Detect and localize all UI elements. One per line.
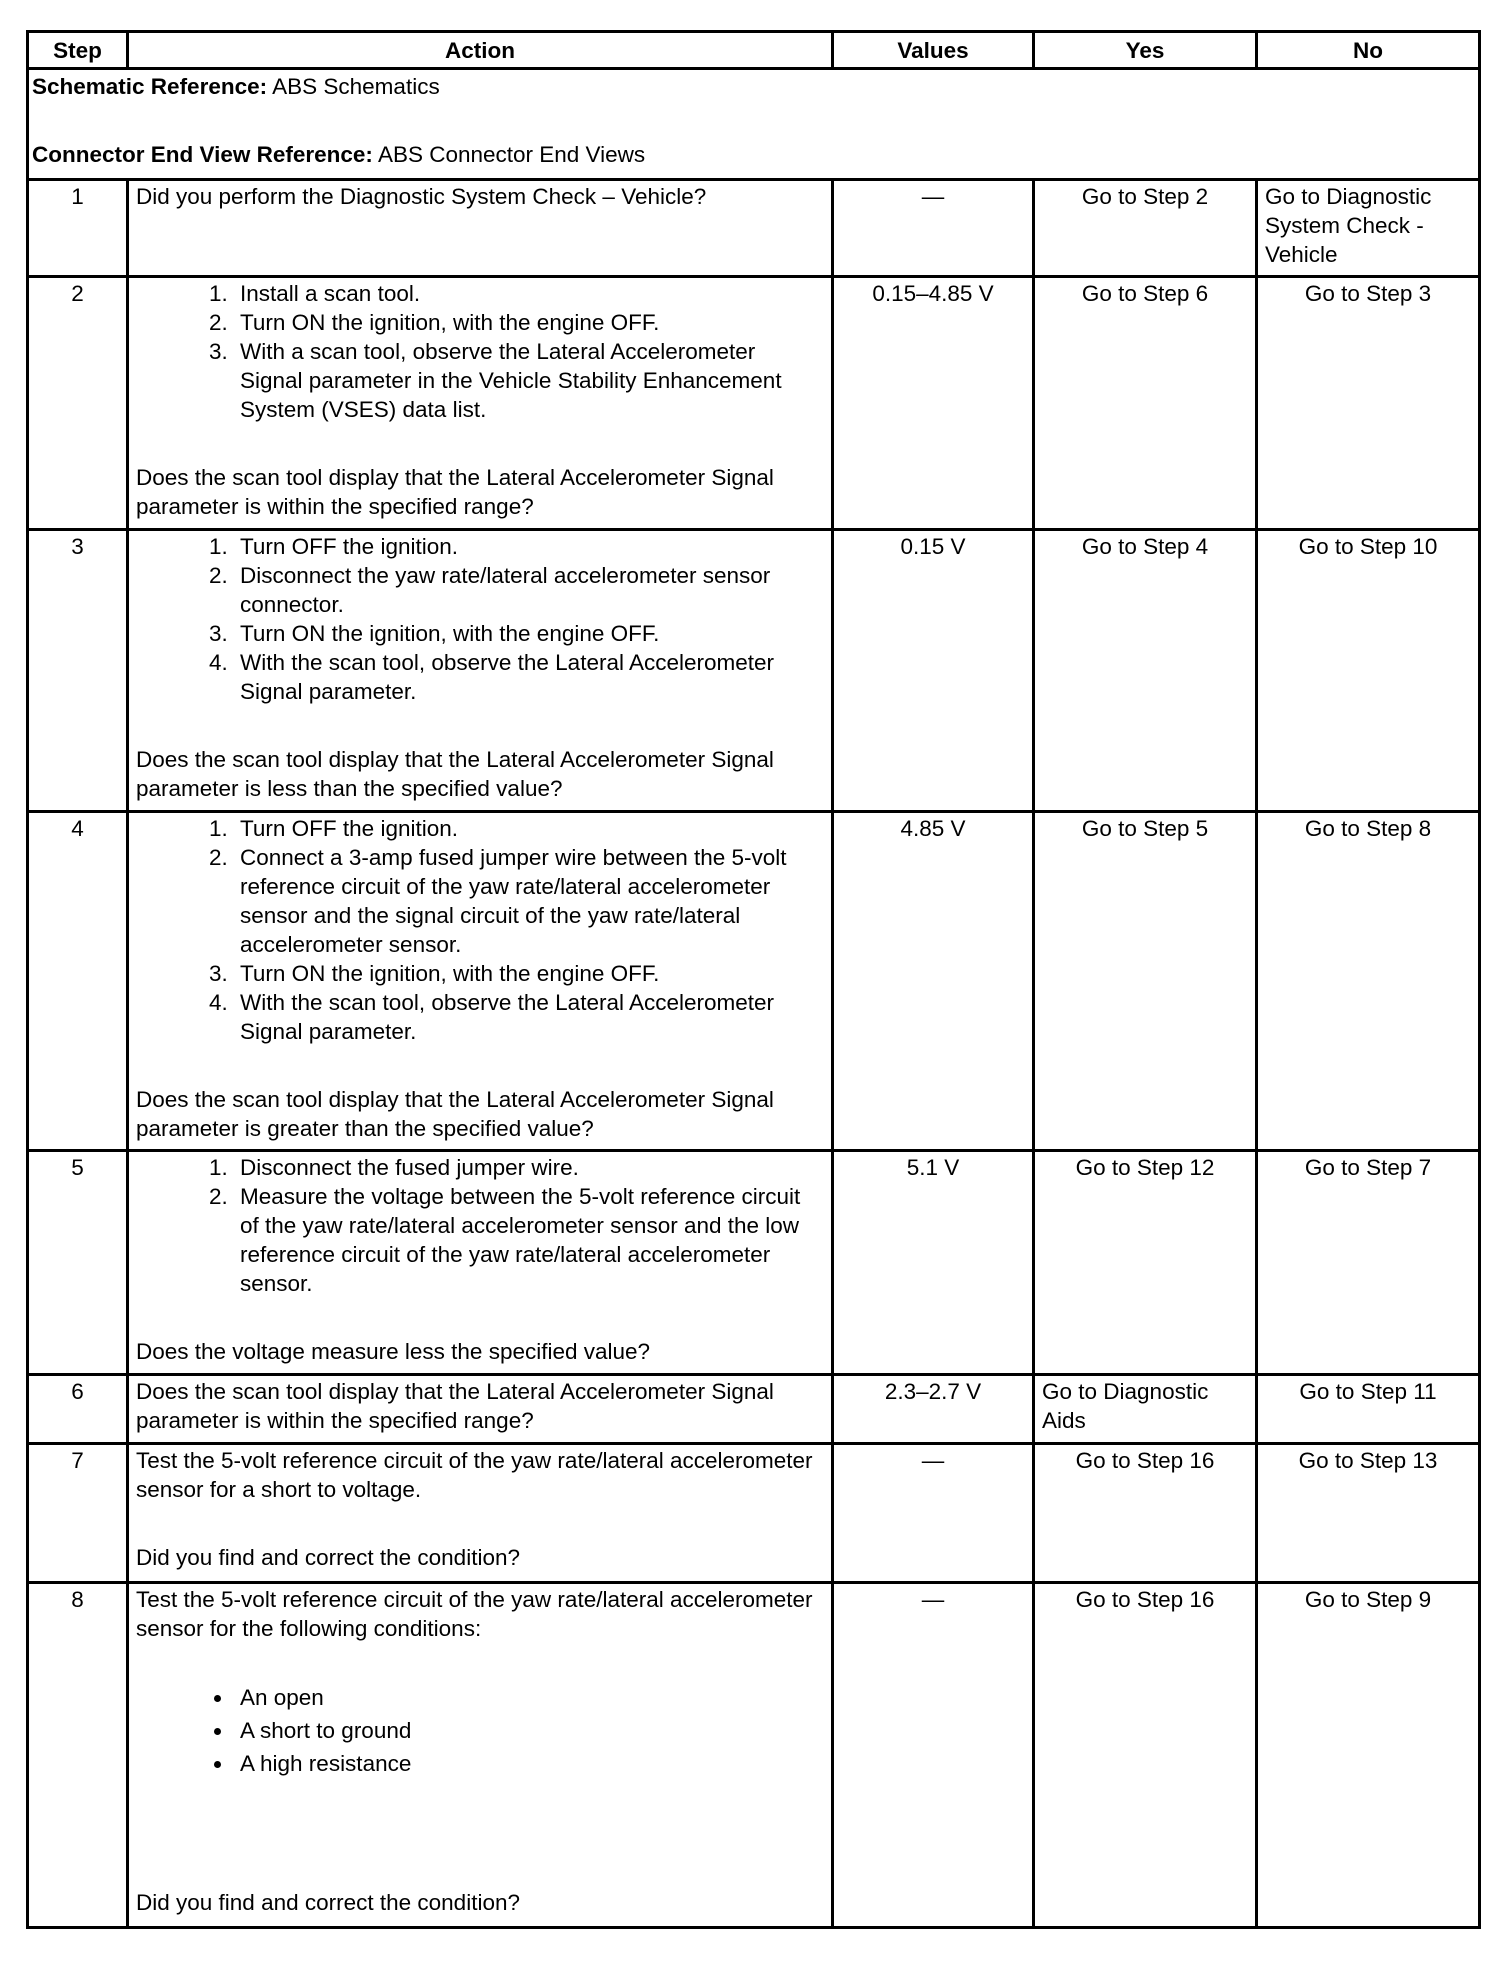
no-link[interactable]: Go to Step 7 bbox=[1257, 1151, 1480, 1375]
yes-link[interactable]: Go to Step 16 bbox=[1034, 1444, 1257, 1583]
value-cell: — bbox=[833, 1583, 1034, 1928]
yes-link[interactable]: Go to Step 6 bbox=[1034, 277, 1257, 530]
action-question: Did you perform the Diagnostic System Check – Vehicle? bbox=[136, 184, 707, 209]
value-cell: — bbox=[833, 180, 1034, 277]
action-cell bbox=[128, 1151, 833, 1375]
diagnostic-table-page bbox=[26, 30, 1478, 1929]
action-cell bbox=[128, 812, 833, 1151]
table-row-step-2 bbox=[28, 277, 1480, 530]
action-step-item: 1. Disconnect the fused jumper wire. bbox=[234, 1153, 824, 1182]
value-cell: 0.15–4.85 V bbox=[833, 277, 1034, 530]
action-step-item: 3. With a scan tool, observe the Lateral Accelerometer Signal parameter in the Vehicle Stability Enhancement System (VSES) data list. bbox=[234, 337, 824, 424]
header-action: Action bbox=[128, 32, 833, 69]
action-question: Does the scan tool display that the Lateral Accelerometer Signal parameter is within the specified range? bbox=[136, 1379, 774, 1433]
value-cell: 4.85 V bbox=[833, 812, 1034, 1151]
action-step-item: 3. Turn ON the ignition, with the engine OFF. bbox=[234, 619, 824, 648]
step-number: 1 bbox=[28, 180, 128, 277]
step-number: 6 bbox=[28, 1375, 128, 1444]
action-step-item: 2. Turn ON the ignition, with the engine OFF. bbox=[234, 308, 824, 337]
action-steps-list bbox=[136, 279, 824, 424]
action-cell bbox=[128, 1375, 833, 1444]
yes-link[interactable]: Go to Step 12 bbox=[1034, 1151, 1257, 1375]
action-step-item: 3. Turn ON the ignition, with the engine OFF. bbox=[234, 959, 824, 988]
no-link[interactable]: Go to Step 8 bbox=[1257, 812, 1480, 1151]
table-row-step-6 bbox=[28, 1375, 1480, 1444]
action-step-item: 2. Measure the voltage between the 5-volt reference circuit of the yaw rate/lateral accelerometer sensor and the low reference circuit of the yaw rate/lateral accelerometer sensor. bbox=[234, 1182, 824, 1298]
no-link[interactable]: Go to Step 9 bbox=[1257, 1583, 1480, 1928]
action-cell bbox=[128, 180, 833, 277]
step-number: 2 bbox=[28, 277, 128, 530]
condition-item: • An open bbox=[234, 1681, 824, 1714]
header-yes: Yes bbox=[1034, 32, 1257, 69]
connector-reference bbox=[32, 140, 1475, 169]
yes-link[interactable]: Go to Step 4 bbox=[1034, 530, 1257, 812]
yes-link[interactable]: Go to Step 5 bbox=[1034, 812, 1257, 1151]
step-number: 3 bbox=[28, 530, 128, 812]
table-row-step-7 bbox=[28, 1444, 1480, 1583]
table-row-step-3 bbox=[28, 530, 1480, 812]
table-row-step-4 bbox=[28, 812, 1480, 1151]
header-no: No bbox=[1257, 32, 1480, 69]
table-row-step-1 bbox=[28, 180, 1480, 277]
yes-link[interactable]: Go to Diagnostic Aids bbox=[1034, 1375, 1257, 1444]
connector-reference-label: Connector End View Reference: bbox=[32, 142, 373, 167]
schematic-reference-link[interactable]: ABS Schematics bbox=[272, 74, 440, 99]
action-step-item: 4. With the scan tool, observe the Lateral Accelerometer Signal parameter. bbox=[234, 648, 824, 706]
yes-link[interactable]: Go to Step 16 bbox=[1034, 1583, 1257, 1928]
no-link[interactable]: Go to Step 10 bbox=[1257, 530, 1480, 812]
no-link[interactable]: Go to Diagnostic System Check - Vehicle bbox=[1257, 180, 1480, 277]
table-row-step-8 bbox=[28, 1583, 1480, 1928]
action-step-item: 1. Install a scan tool. bbox=[234, 279, 824, 308]
action-cell bbox=[128, 530, 833, 812]
action-step-item: 4. With the scan tool, observe the Lateral Accelerometer Signal parameter. bbox=[234, 988, 824, 1046]
step-number: 8 bbox=[28, 1583, 128, 1928]
condition-item: • A high resistance bbox=[234, 1747, 824, 1780]
no-link[interactable]: Go to Step 3 bbox=[1257, 277, 1480, 530]
action-cell bbox=[128, 1583, 833, 1928]
action-question: Does the voltage measure less the specified value? bbox=[136, 1339, 651, 1364]
value-cell: — bbox=[833, 1444, 1034, 1583]
action-question: Does the scan tool display that the Lateral Accelerometer Signal parameter is less than the specified value? bbox=[136, 747, 774, 801]
action-step-item: 1. Turn OFF the ignition. bbox=[234, 814, 824, 843]
value-cell: 2.3–2.7 V bbox=[833, 1375, 1034, 1444]
step-number: 7 bbox=[28, 1444, 128, 1583]
header-row bbox=[28, 32, 1480, 69]
reference-cell bbox=[28, 69, 1480, 180]
condition-bullet-list bbox=[136, 1681, 824, 1780]
condition-item: • A short to ground bbox=[234, 1714, 824, 1747]
action-step-item: 2. Connect a 3-amp fused jumper wire between the 5-volt reference circuit of the yaw rate/lateral accelerometer sensor and the signal circuit of the yaw rate/lateral accelerometer sensor. bbox=[234, 843, 824, 959]
header-step: Step bbox=[28, 32, 128, 69]
action-question: Did you find and correct the condition? bbox=[136, 1890, 520, 1915]
action-steps-list bbox=[136, 814, 824, 1046]
yes-link[interactable]: Go to Step 2 bbox=[1034, 180, 1257, 277]
action-question: Did you find and correct the condition? bbox=[136, 1545, 520, 1570]
schematic-reference-label: Schematic Reference: bbox=[32, 74, 268, 99]
action-question: Does the scan tool display that the Lateral Accelerometer Signal parameter is within the specified range? bbox=[136, 465, 774, 519]
no-link[interactable]: Go to Step 11 bbox=[1257, 1375, 1480, 1444]
action-step-item: 2. Disconnect the yaw rate/lateral accelerometer sensor connector. bbox=[234, 561, 824, 619]
action-cell bbox=[128, 1444, 833, 1583]
action-step-item: 1. Turn OFF the ignition. bbox=[234, 532, 824, 561]
action-intro: Test the 5-volt reference circuit of the yaw rate/lateral accelerometer sensor for a short to voltage. bbox=[136, 1448, 813, 1502]
value-cell: 5.1 V bbox=[833, 1151, 1034, 1375]
action-cell bbox=[128, 277, 833, 530]
action-steps-list bbox=[136, 532, 824, 706]
action-steps-list bbox=[136, 1153, 824, 1298]
action-question: Does the scan tool display that the Lateral Accelerometer Signal parameter is greater than the specified value? bbox=[136, 1087, 774, 1141]
schematic-reference bbox=[32, 72, 1475, 101]
diagnostic-table bbox=[26, 30, 1481, 1929]
no-link[interactable]: Go to Step 13 bbox=[1257, 1444, 1480, 1583]
action-intro: Test the 5-volt reference circuit of the yaw rate/lateral accelerometer sensor for the following conditions: bbox=[136, 1587, 813, 1641]
header-values: Values bbox=[833, 32, 1034, 69]
value-cell: 0.15 V bbox=[833, 530, 1034, 812]
step-number: 4 bbox=[28, 812, 128, 1151]
reference-row bbox=[28, 69, 1480, 180]
table-row-step-5 bbox=[28, 1151, 1480, 1375]
step-number: 5 bbox=[28, 1151, 128, 1375]
connector-reference-link[interactable]: ABS Connector End Views bbox=[377, 142, 646, 167]
